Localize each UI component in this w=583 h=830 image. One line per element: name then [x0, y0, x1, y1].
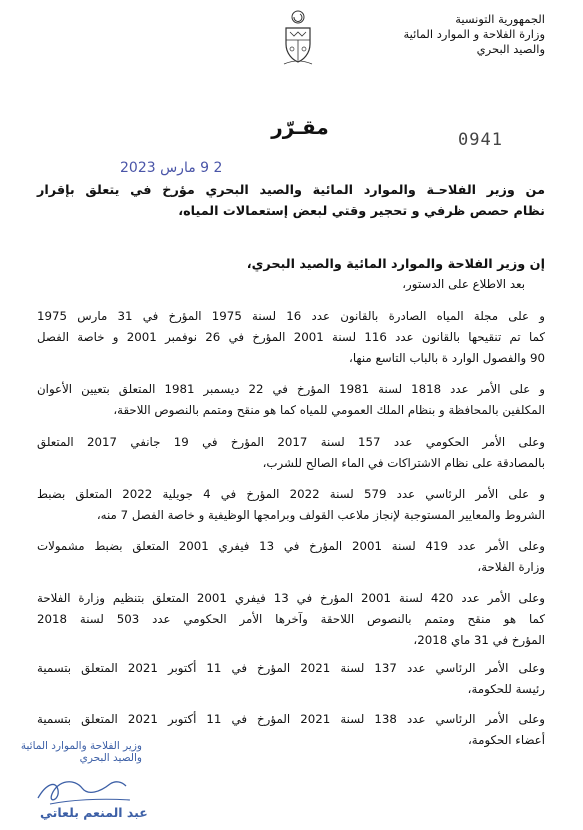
ministry-header: [365, 12, 545, 57]
date-stamp: 2 9 مارس 2023: [120, 160, 223, 176]
paragraph-decree-419: [37, 536, 545, 578]
minister-line: إن وزير الفلاحة والموارد المائية والصيد البحري،: [246, 257, 545, 272]
paragraph-line: أعضاء الحكومة،: [468, 733, 545, 747]
paragraph-decree-1818: [37, 379, 545, 421]
paragraph-line: بعد الاطلاع على الدستور،: [402, 277, 525, 291]
coat-of-arms-icon: [280, 8, 316, 68]
paragraph-line: 90 والفصول الوارد ة بالباب التاسع منها،: [349, 351, 545, 365]
paragraph-line: الشروط والمعايير المستوجبة لإنجاز ملاعب القولف وبرامجها الوظيفية و خاصة الفصل 7 منه،: [96, 508, 545, 522]
paragraph-decree-137: [37, 658, 545, 700]
paragraph-line: كما تم تنقيحها بالقانون عدد 116 لسنة 2001 المؤرخ في 26 نوفمبر 2001 و خاصة الفصل: [37, 330, 546, 344]
decision-subject: [37, 180, 545, 222]
paragraph-line: بالمصادقة على نظام الاشتراكات في الماء الصالح للشرب،: [262, 456, 545, 470]
header-ministry: وزارة الفلاحة و الموارد المائية: [403, 27, 545, 41]
stamp-line: وزير الفلاحة والموارد المائية: [20, 740, 142, 752]
paragraph-line: و على الأمر عدد 1818 لسنة 1981 المؤرخ في 22 ديسمبر 1981 المتعلق بتعيين الأعوان: [37, 382, 546, 396]
stamp-line: والصيد البحري: [79, 752, 142, 764]
paragraph-line: وعلى الأمر عدد 420 لسنة 2001 المؤرخ في 13 فيفري 2001 المتعلق بتنظيم وزارة الفلاحة: [37, 591, 545, 605]
paragraph-line: وزارة الفلاحة،: [477, 560, 545, 574]
paragraph-line: وعلى الأمر الحكومي عدد 157 لسنة 2017 المؤرخ في 19 جانفي 2017 المتعلق: [37, 435, 545, 449]
signature-stamp: [12, 740, 142, 764]
paragraph-water-code: [37, 306, 545, 369]
paragraph-line: المكلفين بالمحافظة و بنظام الملك العمومي للمياه كما هو منقح ومتمم بالنصوص اللاحقة،: [113, 403, 545, 417]
header-republic: الجمهورية التونسية: [455, 12, 545, 26]
subject-line-1: من وزير الفلاحـة والموارد المائية والصيد البحري مؤرخ في يتعلق بإقرار: [37, 183, 545, 198]
paragraph-decree-420: [37, 588, 545, 651]
signatory-name: عبد المنعم بلعاتي: [40, 805, 148, 820]
paragraph-constitution: [45, 274, 525, 295]
paragraph-line: وعلى الأمر الرئاسي عدد 137 لسنة 2021 المؤرخ في 11 أكتوبر 2021 المتعلق بتسمية: [37, 661, 545, 675]
paragraph-line: و على الأمر الرئاسي عدد 579 لسنة 2022 المؤرخ في 4 جويلية 2022 المتعلق بضبط: [37, 487, 545, 501]
paragraph-line: وعلى الأمر عدد 419 لسنة 2001 المؤرخ في 13 فيفري 2001 المتعلق بضبط مشمولات: [37, 539, 545, 553]
minister-preamble: [37, 254, 545, 275]
paragraph-line: رئيسة للحكومة،: [467, 682, 545, 696]
handwritten-signature: [28, 770, 138, 810]
paragraph-line: و على مجلة المياه الصادرة بالقانون عدد 16 لسنة 1975 المؤرخ في 31 مارس 1975: [37, 309, 545, 323]
paragraph-line: كما هو منقح ومتمم بالنصوص اللاحقة وآخرها الأمر الحكومي عدد 503 لسنة 2018: [37, 612, 545, 626]
subject-line-2: نظام حصص ظرفي و تحجير وقتي لبعض إستعمالات المياه،: [178, 204, 545, 219]
header-fishing: والصيد البحري: [476, 42, 545, 56]
document-title: مقـرّر: [271, 115, 329, 139]
reference-number: 0941: [458, 130, 503, 150]
paragraph-decree-157: [37, 432, 545, 474]
paragraph-line: وعلى الأمر الرئاسي عدد 138 لسنة 2021 المؤرخ في 11 أكتوبر 2021 المتعلق بتسمية: [37, 712, 545, 726]
paragraph-decree-579: [37, 484, 545, 526]
paragraph-line: المؤرخ في 31 ماي 2018،: [413, 633, 545, 647]
